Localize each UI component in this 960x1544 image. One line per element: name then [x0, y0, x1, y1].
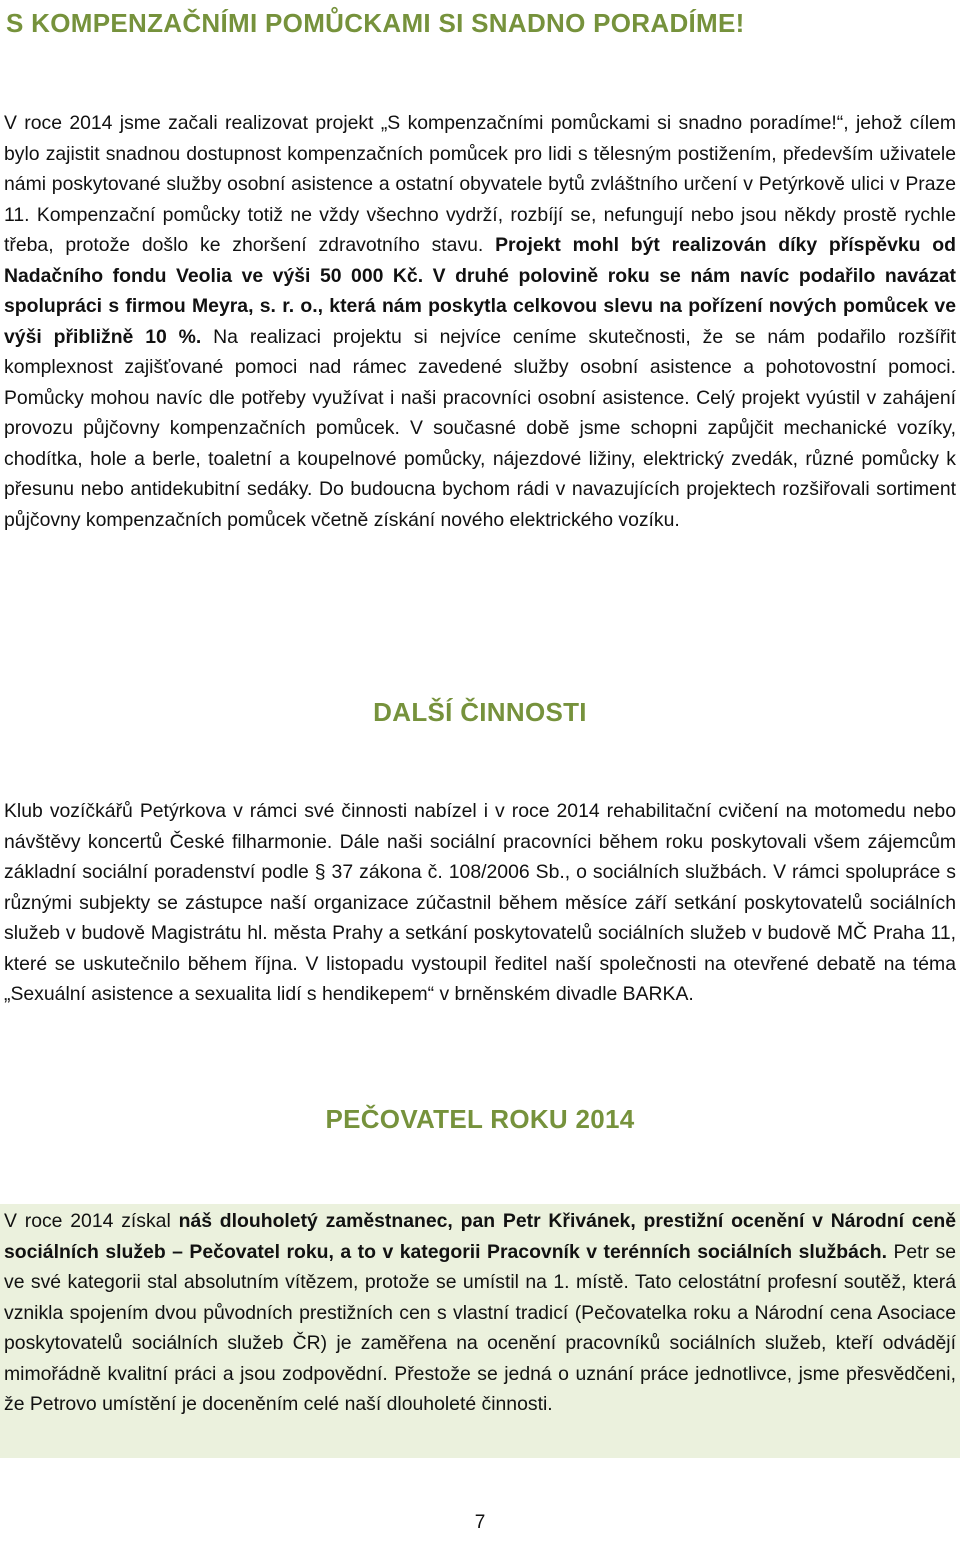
text-run-bold: Projekt mohl být realizován díky příspěvku od Nadačního fondu Veolia ve výši 50 000 Kč. [4, 234, 956, 287]
text-run-bold: V druhé polovině roku se nám navíc podařilo navázat spolupráci s firmou Meyra, s. r. o., která nám poskytla celkovou slevu na pořízení nových pomůcek ve výši přibližně 10 %. [4, 264, 957, 348]
text-run: V roce 2014 získal [4, 1210, 179, 1232]
text-run: Klub vozíčkářů Petýrkova v rámci své činnosti nabízel i v roce 2014 rehabilitační cvičení na motomedu nebo návštěvy koncertů České filharmonie. Dále naši sociální pracovníci během roku poskytovali všem zájemcům základní sociální poradenství podle § 37 zákona č. 108/2006 Sb., o sociálních službách. V rámci spolupráce s různými subjekty se zástupce naší organizace zúčastnil během měsíce září setkání poskytovatelů sociálních služeb v budově Magistrátu hl. města Prahy a setkání poskytovatelů sociálních služeb v budově MČ Praha 11, které se uskutečnilo během října. V listopadu vystoupil ředitel naší společnosti na otevřené debatě na téma „Sexuální asistence a sexualita lidí s hendikepem“ v brněnském divadle BARKA. [4, 800, 956, 1005]
text-run: V roce 2014 jsme začali realizovat projekt „S kompenzačními pomůckami si snadno poradíme!“, jehož cílem bylo zajistit snadnou dostupnost kompenzačních pomůcek pro lidi s tělesným postižením, především uživatele námi poskytované služby osobní asistence a ostatní obyvatele bytů zvláštního určení v Petýrkově ulici v Praze 11. Kompenzační pomůcky totiž ne vždy všechno vydrží, rozbíjí se, nefungují nebo jsou někdy prostě rychle třeba, protože došlo ke zhoršení zdravotního stavu. [4, 112, 956, 256]
paragraph-caregiver-of-year [4, 1206, 956, 1420]
paragraph-compensation-aids [4, 108, 956, 535]
text-run: Na realizaci projektu si nejvíce ceníme skutečnosti, že se nám podařilo rozšířit komplexnost zajišťované pomoci nad rámec zavedené služby osobní asistence a pohotovostní pomoci. Pomůcky mohou navíc dle potřeby využívat i naši pracovníci osobní asistence. Celý projekt vyústil v zahájení provozu půjčovny kompenzačních pomůcek. V současné době jsme schopni zapůjčit mechanické vozíky, chodítka, hole a berle, toaletní a koupelnové pomůcky, nájezdové ližiny, elektrický zvedák, různé pomůcky k přesunu nebo antidekubitní sedáky. Do budoucna bychom rádi v navazujících projektech rozšiřovali sortiment půjčovny kompenzačních pomůcek včetně získání nového elektrického vozíku. [4, 325, 956, 531]
paragraph-other-activities [4, 796, 956, 1010]
text-run [423, 265, 433, 287]
section-heading-compensation-aids: S KOMPENZAČNÍMI POMŮCKAMI SI SNADNO PORADÍME! [6, 8, 745, 38]
text-run-bold: náš dlouholetý zaměstnanec, pan Petr Křivánek, prestižní ocenění v Národní ceně sociálních služeb – Pečovatel roku, a to v kategorii Pracovník v terénních sociálních službách. [4, 1210, 957, 1263]
section-heading-caregiver-of-year: PEČOVATEL ROKU 2014 [325, 1104, 635, 1134]
text-run: Petr se ve své kategorii stal absolutním vítězem, protože se umístil na 1. místě. Tato celostátní profesní soutěž, která vznikla spojením dvou původních prestižních cen s vlastní tradicí (Pečovatelka roku a Národní cena Asociace poskytovatelů sociálních služeb ČR) je zaměřena na ocenění pracovníků sociálních služeb, kteří odvádějí mimořádně kvalitní práci a jsou zodpovědní. Přestože se jedná o uznání práce jednotlivce, jsme přesvědčeni, že Petrovo umístění je doceněním celé naší dlouholeté činnosti. [4, 1240, 956, 1415]
section-heading-other-activities: DALŠÍ ČINNOSTI [373, 697, 587, 727]
page-number: 7 [474, 1512, 486, 1533]
